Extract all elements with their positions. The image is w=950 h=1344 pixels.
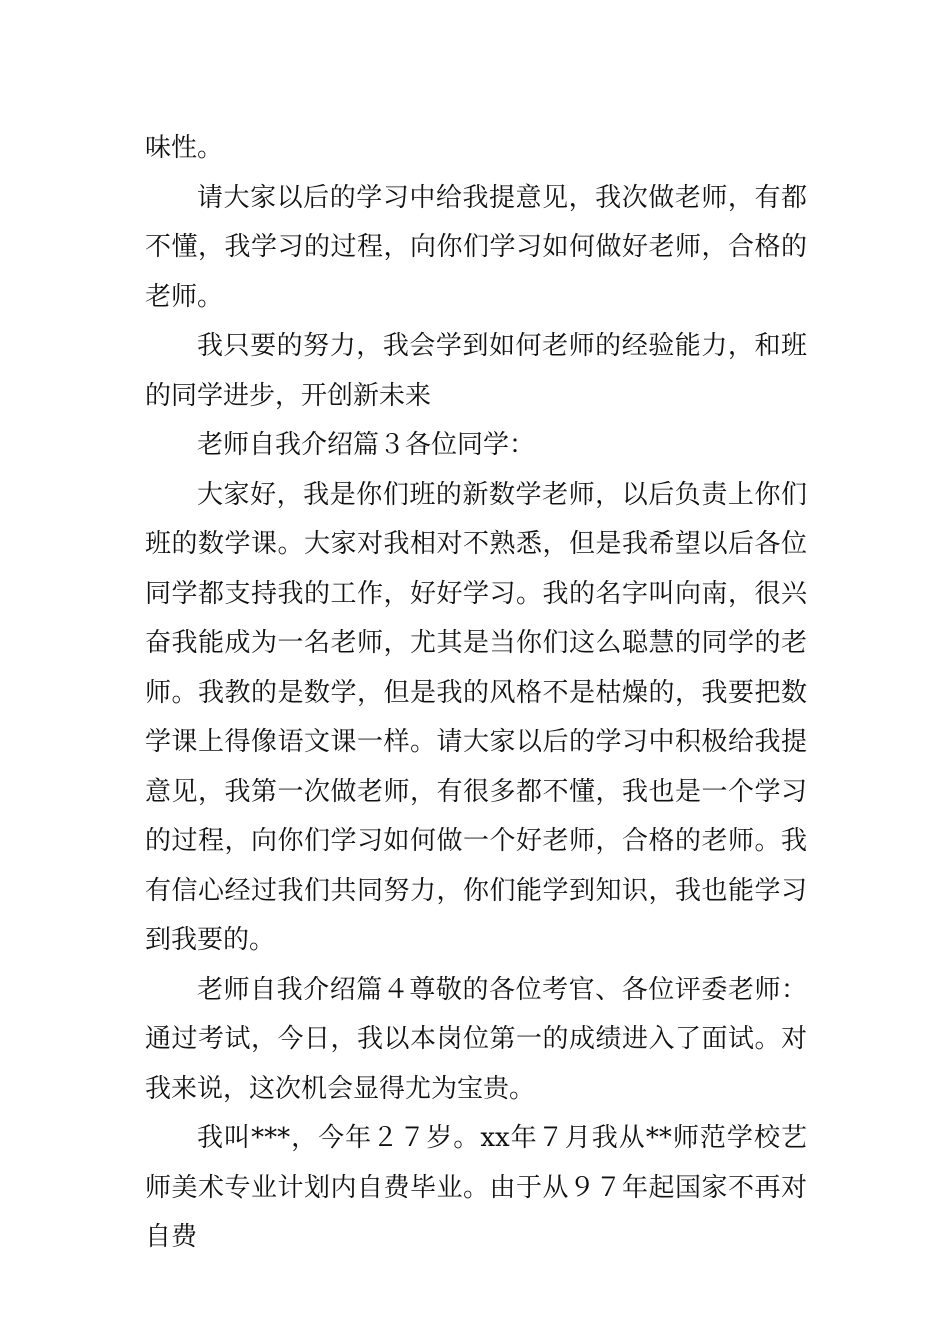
paragraph-request-advice: 请大家以后的学习中给我提意见，我次做老师，有都不懂，我学习的过程，向你们学习如何做好老师，合格的老师。 [145, 182, 807, 312]
paragraph-heading-part-3: 老师自我介绍篇３各位同学： [197, 430, 536, 460]
paragraph-math-teacher-intro: 大家好，我是你们班的新数学老师，以后负责上你们班的数学课。大家对我相对不熟悉，但是我希望以后各位同学都支持我的工作，好好学习。我的名字叫向南，很兴奋我能成为一名老师，尤其是当你们这么聪慧的同学的老师。我教的是数学，但是我的风格不是枯燥的，我要把数学课上得像语文课一样。请大家以后的学习中积极给我提意见，我第一次做老师，有很多都不懂，我也是一个学习的过程，向你们学习如何做一个好老师，合格的老师。我有信心经过我们共同努力，你们能学到知识，我也能学习到我要的。 [145, 479, 807, 955]
paragraph-heading-part-4: 老师自我介绍篇４尊敬的各位考官、各位评委老师：通过考试，今日，我以本岗位第一的成绩进入了面试。对我来说，这次机会显得尤为宝贵。 [145, 974, 807, 1104]
paragraph-effort: 我只要的努力，我会学到如何老师的经验能力，和班的同学进步，开创新未来 [145, 331, 807, 411]
paragraph-continuation: 味性。 [145, 133, 224, 163]
paragraph-personal-background: 我叫***，今年２７岁。xx年７月我从**师范学校艺师美术专业计划内自费毕业。由于从９７年起国家不再对自费 [145, 1123, 807, 1252]
document-body [145, 124, 807, 1263]
